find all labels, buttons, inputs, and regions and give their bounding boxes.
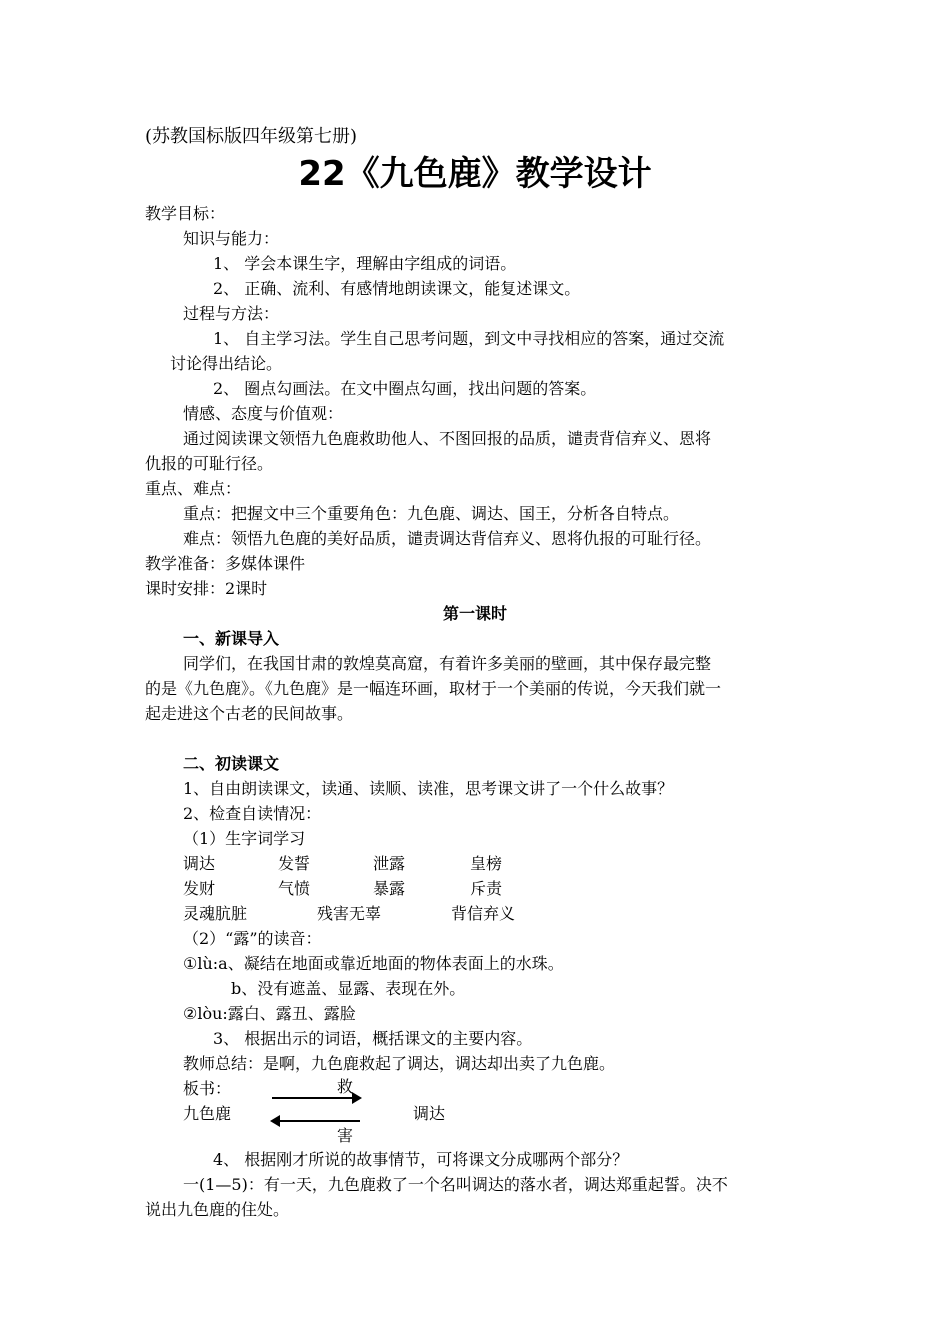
process-item-2: 2、 圈点勾画法。在文中圈点勾画，找出问题的答案。 [213, 379, 597, 398]
difficult-point: 难点：领悟九色鹿的美好品质，谴责调达背信弃义、恩将仇报的可耻行径。 [183, 529, 712, 548]
goals-heading: 教学目标： [145, 204, 226, 223]
emotion-text: 通过阅读课文领悟九色鹿救助他人、不图回报的品质，谴责背信弃义、恩将 [183, 429, 712, 448]
word: 皇榜 [470, 854, 503, 873]
key-heading: 重点、难点： [145, 479, 242, 498]
part-1-cont: 说出九色鹿的住处。 [145, 1200, 290, 1219]
knowledge-item-2: 2、 正确、流利、有感情地朗读课文，能复述课文。 [213, 279, 581, 298]
step-4: 4、 根据刚才所说的故事情节，可将课文分成哪两个部分？ [213, 1150, 629, 1169]
section-1-heading: 一、新课导入 [183, 629, 280, 648]
word: 残害无辜 [317, 904, 382, 923]
word: 灵魂肮脏 [183, 904, 248, 923]
arrow-right-icon [272, 1097, 360, 1099]
preparation: 教学准备：多媒体课件 [145, 554, 306, 573]
part-1: 一(1—5)：有一天，九色鹿救了一个名叫调达的落水者，调达郑重起誓。决不 [183, 1175, 728, 1194]
lesson-heading: 第一课时 [442, 604, 507, 623]
emotion-text-cont: 仇报的可耻行径。 [145, 454, 274, 473]
schedule: 课时安排：2课时 [145, 579, 268, 598]
intro-paragraph: 同学们，在我国甘肃的敦煌莫高窟，有着许多美丽的壁画，其中保存最完整 [183, 654, 712, 673]
board-save: 救 [337, 1077, 354, 1096]
reading-1b: b、没有遮盖、显露、表现在外。 [231, 979, 466, 998]
process-item-1-cont: 讨论得出结论。 [170, 354, 283, 373]
reading-1: ①lù:a、凝结在地面或靠近地面的物体表面上的水珠。 [183, 954, 564, 973]
reading-2: ②lòu:露白、露丑、露脸 [183, 1004, 356, 1023]
word: 泄露 [373, 854, 406, 873]
board-harm: 害 [337, 1126, 354, 1145]
board-deer: 九色鹿 [183, 1104, 232, 1123]
step-1: 1、自由朗读课文，读通、读顺、读准，思考课文讲了一个什么故事？ [183, 779, 674, 798]
word: 暴露 [373, 879, 406, 898]
step-2: 2、检查自读情况： [183, 804, 322, 823]
word: 调达 [183, 854, 216, 873]
word: 斥责 [470, 879, 503, 898]
emotion-heading: 情感、态度与价值观： [183, 404, 344, 423]
board-tiaoda: 调达 [413, 1104, 446, 1123]
word: 背信弃义 [451, 904, 516, 923]
subtitle: (苏教国标版四年级第七册) [145, 126, 358, 147]
arrow-left-icon [272, 1120, 360, 1122]
teacher-summary: 教师总结：是啊，九色鹿救起了调达，调达却出卖了九色鹿。 [183, 1054, 616, 1073]
key-point: 重点：把握文中三个重要角色：九色鹿、调达、国王，分析各自特点。 [183, 504, 680, 523]
knowledge-heading: 知识与能力： [183, 229, 280, 248]
step-2b: （2）“露”的读音： [183, 929, 322, 948]
board-label: 板书： [183, 1079, 232, 1098]
section-2-heading: 二、初读课文 [183, 754, 280, 773]
word: 发誓 [278, 854, 311, 873]
knowledge-item-1: 1、 学会本课生字，理解由字组成的词语。 [213, 254, 517, 273]
intro-paragraph-cont-1: 的是《九色鹿》。《九色鹿》是一幅连环画，取材于一个美丽的传说，今天我们就一 [145, 679, 722, 698]
step-2a: （1）生字词学习 [183, 829, 306, 848]
page-title: 22《九色鹿》教学设计 [298, 154, 652, 194]
word: 发财 [183, 879, 216, 898]
process-item-1: 1、 自主学习法。学生自己思考问题，到文中寻找相应的答案，通过交流 [213, 329, 725, 348]
step-3: 3、 根据出示的词语，概括课文的主要内容。 [213, 1029, 533, 1048]
word: 气愤 [278, 879, 311, 898]
intro-paragraph-cont-2: 起走进这个古老的民间故事。 [145, 704, 354, 723]
process-heading: 过程与方法： [183, 304, 280, 323]
